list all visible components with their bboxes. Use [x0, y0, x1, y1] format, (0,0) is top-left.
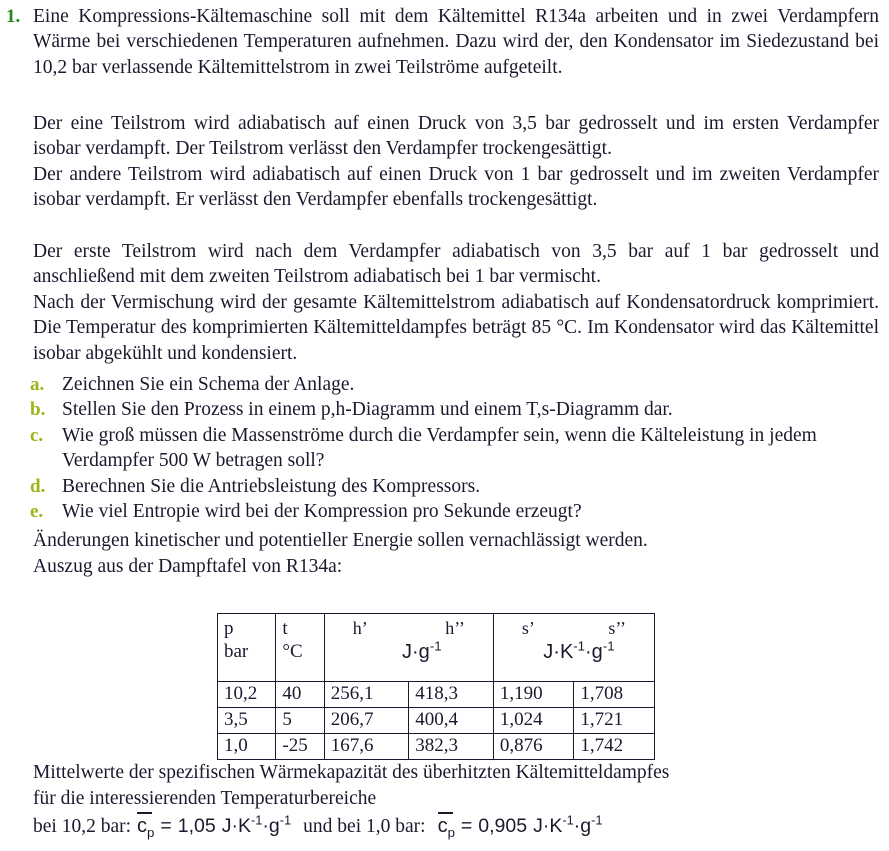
table-intro: Auszug aus der Dampftafel von R134a: [33, 556, 343, 577]
cp-value-1: 1,05 [177, 815, 216, 837]
cell-h-double-prime: 418,3 [409, 682, 494, 708]
header-s-unit-g: ·g [585, 641, 603, 663]
header-t-symbol: t [282, 618, 288, 639]
subtask-a-text: Zeichnen Sie ein Schema der Anlage. [62, 374, 355, 395]
header-h-unit-exp: -1 [429, 638, 442, 654]
paragraph-4: Der erste Teilstrom wird nach dem Verdampfer adiabatisch von 3,5 bar auf 1 bar gedrosselt und anschließend mit dem zweiten Teilstrom adiabatisch bei 1 bar vermischt. [33, 241, 879, 288]
cell-h-double-prime: 400,4 [409, 708, 494, 734]
cell-pressure: 10,2 [218, 682, 276, 708]
steam-table-wrapper [217, 613, 655, 760]
header-s-prime: s’ [521, 618, 535, 638]
exercise-block-2 [0, 111, 889, 162]
header-cell-enthalpy [324, 614, 493, 682]
cp-unit-1-g: ·g [262, 815, 280, 837]
subtask-list [0, 372, 889, 524]
header-h-double-prime: h’’ [445, 618, 465, 638]
cell-s-double-prime: 1,721 [574, 708, 655, 734]
cp-overline-symbol-2 [438, 812, 455, 840]
cp-subscript-1: p [147, 825, 155, 840]
header-h-unit [331, 639, 487, 665]
cp-unit-2-J: J·K [533, 815, 563, 837]
cell-h-double-prime: 382,3 [409, 734, 494, 760]
cell-s-prime: 1,024 [493, 708, 574, 734]
table-intro-block [0, 554, 889, 579]
subtask-d-text: Berechnen Sie die Antriebsleistung des Kompressors. [62, 475, 481, 497]
header-h-unit-base: J·g [402, 641, 430, 663]
cp-overline-symbol-1 [137, 812, 154, 840]
cell-h-prime: 256,1 [324, 682, 409, 708]
closing-note-block [0, 528, 889, 553]
header-p-symbol: p [224, 618, 234, 639]
cp-conjunction: und bei 1,0 bar: [303, 816, 426, 837]
cell-s-double-prime: 1,742 [574, 734, 655, 760]
table-row [218, 682, 655, 708]
subtask-e [0, 499, 889, 524]
paragraph-5: Nach der Vermischung wird der gesamte Kältemittelstrom adiabatisch auf Kondensatordruck komprimiert. Die Temperatur des komprimierten Kältemitteldampfes beträgt 85 °C. Im Kondensator wird das Kältemittel isobar abgekühlt und kondensiert. [33, 292, 879, 364]
cell-temperature: 5 [276, 708, 324, 734]
subtask-b-text: Stellen Sie den Prozess in einem p,h-Diagramm und einem T,s-Diagramm dar. [62, 399, 673, 421]
header-t-unit: °C [282, 641, 303, 662]
subtask-b [0, 397, 889, 422]
subtask-e-marker: e. [30, 501, 44, 523]
header-s-unit [500, 639, 648, 665]
cp-unit-1-exp1: -1 [250, 812, 263, 828]
table-row [218, 734, 655, 760]
header-cell-entropy [493, 614, 654, 682]
subtask-d-marker: d. [30, 475, 46, 497]
cp-equals-1: = [160, 815, 172, 837]
table-row [218, 708, 655, 734]
cell-s-double-prime: 1,708 [574, 682, 655, 708]
cell-s-prime: 1,190 [493, 682, 574, 708]
cp-unit-2-g: ·g [573, 815, 592, 837]
paragraph-3: Der andere Teilstrom wird adiabatisch auf einen Druck von 1 bar gedrosselt und im zweiten Verdampfer isobar verdampft. Er verlässt den Verdampfer ebenfalls trockengesättigt. [33, 164, 879, 211]
cp-unit-2 [533, 812, 603, 837]
exercise-number: 1. [6, 6, 21, 27]
paragraph-1: Eine Kompressions-Kältemaschine soll mit dem Kältemittel R134a arbeiten und in zwei Verdampfern Wärme bei verschiedenen Temperaturen aufnehmen. Dazu wird der, den Kondensator im Siedezustand bei 10,2 bar verlassende Kältemittelstrom in zwei Teilströme aufgeteilt. [33, 6, 879, 78]
footer-line-1: Mittelwerte der spezifischen Wärmekapazität des überhitzten Kältemitteldampfes [33, 762, 670, 783]
header-s-unit-J: J·K [543, 641, 574, 663]
header-cell-temperature [276, 614, 324, 682]
cell-h-prime: 167,6 [324, 734, 409, 760]
cp-label-102bar: bei 10,2 bar: [33, 816, 132, 837]
cell-s-prime: 0,876 [493, 734, 574, 760]
exercise-block-1 [0, 4, 889, 80]
steam-table [217, 613, 655, 760]
table-header-row [218, 614, 655, 682]
subtask-e-text: Wie viel Entropie wird bei der Kompression pro Sekunde erzeugt? [62, 501, 582, 523]
footer-line-2-block [0, 786, 889, 811]
footer-line-2: für die interessierenden Temperaturbereiche [33, 788, 377, 809]
header-s-unit-exp2: -1 [602, 638, 615, 654]
cp-unit-1-J: J·K [221, 815, 251, 837]
cp-symbol-1: c [137, 815, 148, 837]
header-cell-pressure [218, 614, 276, 682]
header-s-double-prime: s’’ [608, 618, 626, 638]
cp-formula-line [33, 812, 889, 840]
cp-unit-1 [221, 812, 292, 837]
cp-unit-2-exp1: -1 [562, 812, 574, 828]
subtask-a [0, 372, 889, 397]
subtask-d [0, 474, 889, 499]
header-h-prime: h’ [352, 618, 368, 638]
cp-subscript-2: p [447, 825, 455, 840]
subtask-b-marker: b. [30, 399, 46, 421]
header-s-unit-exp1: -1 [573, 638, 586, 654]
cp-equals-2: = [460, 815, 473, 837]
footer-formula-block [0, 812, 889, 840]
cp-unit-1-exp2: -1 [279, 812, 292, 828]
subtask-c [0, 423, 889, 474]
closing-note: Änderungen kinetischer und potentieller Energie sollen vernachlässigt werden. [33, 530, 648, 551]
cell-temperature: 40 [276, 682, 324, 708]
cell-h-prime: 206,7 [324, 708, 409, 734]
cp-value-2: 0,905 [478, 815, 528, 837]
cell-pressure: 1,0 [218, 734, 276, 760]
exercise-block-4 [0, 239, 889, 290]
header-p-unit: bar [224, 641, 249, 662]
cell-pressure: 3,5 [218, 708, 276, 734]
cell-temperature: -25 [276, 734, 324, 760]
subtask-c-text: Wie groß müssen die Massenströme durch die Verdampfer sein, wenn die Kälteleistung in jedem Verdampfer 500 W betragen soll? [62, 424, 817, 472]
subtask-c-marker: c. [30, 424, 44, 446]
cp-symbol-2: c [437, 815, 448, 837]
cp-unit-2-exp2: -1 [591, 812, 603, 828]
footer-line-1-block [0, 760, 889, 785]
paragraph-2: Der eine Teilstrom wird adiabatisch auf einen Druck von 3,5 bar gedrosselt und im ersten Verdampfer isobar verdampft. Der Teilstrom verlässt den Verdampfer trockengesättigt. [33, 113, 879, 160]
exercise-block-5 [0, 290, 889, 366]
subtask-a-marker: a. [30, 374, 45, 395]
exercise-block-3 [0, 162, 889, 213]
